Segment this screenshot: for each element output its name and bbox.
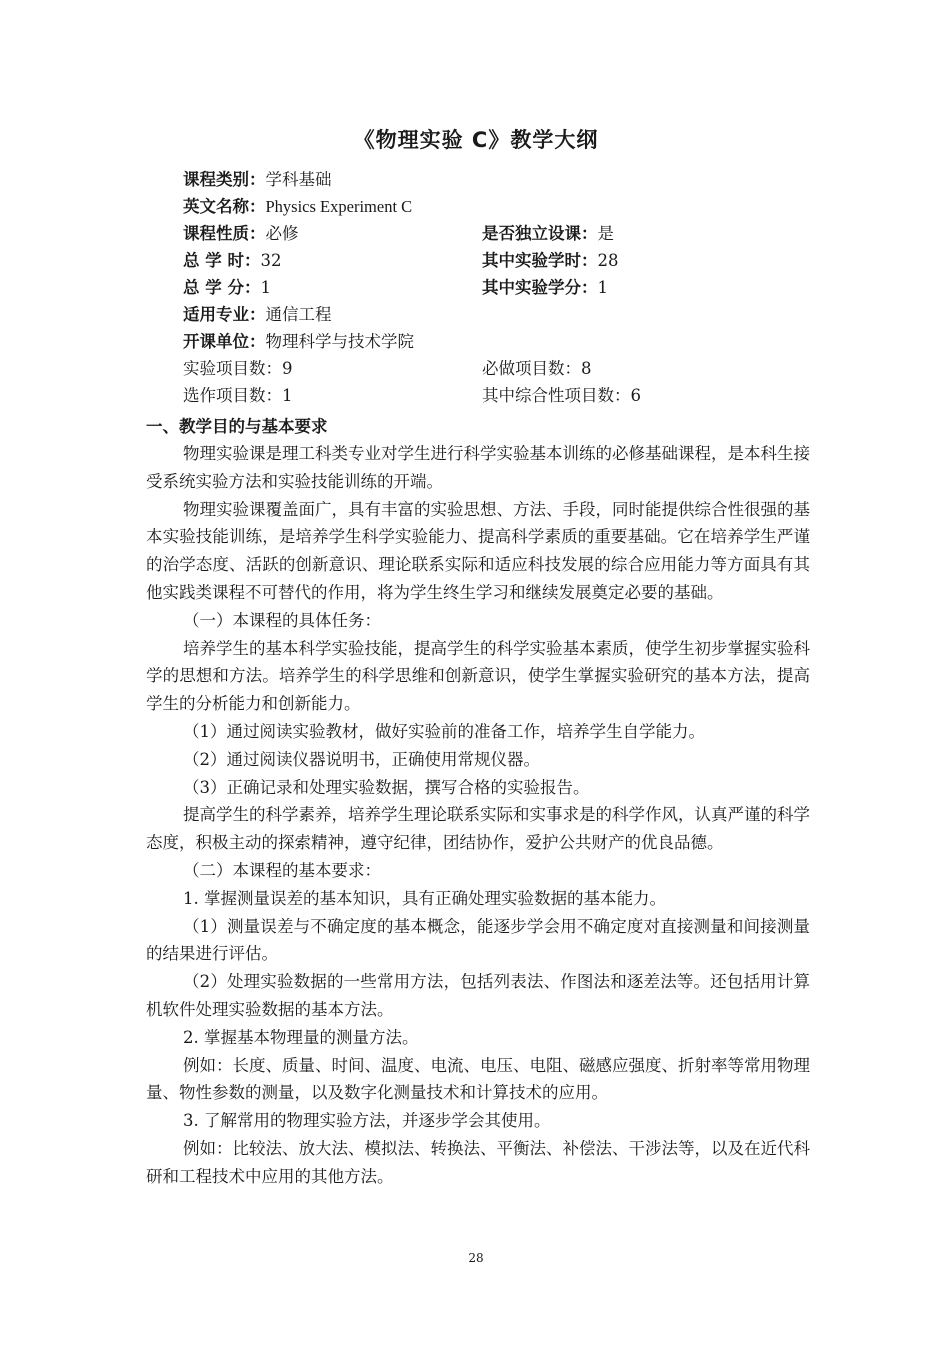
paragraph: 2. 掌握基本物理量的测量方法。	[183, 1027, 419, 1047]
paragraph: 例如：比较法、放大法、模拟法、转换法、平衡法、补偿法、干涉法等，以及在近代科研和工程技术中应用的其他方法。	[146, 1138, 810, 1186]
info-row	[183, 193, 823, 220]
document-body	[146, 413, 810, 1191]
paragraph: 提高学生的科学素养，培养学生理论联系实际和实事求是的科学作风，认真严谨的科学态度，积极主动的探索精神，遵守纪律，团结协作，爱护公共财产的优良品德。	[146, 805, 810, 853]
paragraph: 例如：长度、质量、时间、温度、电流、电压、电阻、磁感应强度、折射率等常用物理量、物性参数的测量，以及数字化测量技术和计算技术的应用。	[146, 1055, 810, 1103]
hours-value: 32	[260, 251, 282, 270]
paragraph: （2）处理实验数据的一些常用方法，包括列表法、作图法和逐差法等。还包括用计算机软件处理实验数据的基本方法。	[146, 972, 810, 1019]
info-row	[183, 328, 823, 355]
info-row	[183, 301, 823, 328]
unit-field	[183, 328, 414, 355]
english-name-value: Physics Experiment C	[265, 197, 413, 216]
info-row	[183, 382, 823, 409]
hours-label: 总 学 时：	[183, 251, 261, 270]
lab-credits-label: 其中实验学分：	[482, 278, 598, 297]
info-row	[183, 274, 823, 301]
nature-field	[183, 220, 299, 247]
lab-hours-value: 28	[597, 251, 619, 270]
unit-label: 开课单位：	[183, 332, 266, 351]
nature-value: 必修	[265, 224, 299, 243]
paragraph: （1）测量误差与不确定度的基本概念，能逐步学会用不确定度对直接测量和间接测量的结果进行评估。	[146, 916, 810, 964]
lab-credits-field	[482, 274, 608, 301]
hours-field	[183, 247, 282, 274]
major-label: 适用专业：	[183, 305, 266, 324]
paragraph: 物理实验课覆盖面广，具有丰富的实验思想、方法、手段，同时能提供综合性很强的基本实验技能训练，是培养学生科学实验能力、提高科学素质的重要基础。它在培养学生严谨的治学态度、活跃的创新意识、理论联系实际和适应科技发展的综合应用能力等方面具有其他实践类课程不可替代的作用，将为学生终生学习和继续发展奠定必要的基础。	[146, 499, 810, 602]
page-number: 28	[468, 1251, 484, 1265]
paragraph: （一）本课程的具体任务：	[183, 610, 381, 630]
info-row	[183, 220, 823, 247]
independent-field	[482, 220, 614, 247]
credits-field	[183, 274, 271, 301]
paragraph: （1）通过阅读实验教材，做好实验前的准备工作，培养学生自学能力。	[183, 721, 705, 741]
course-info	[183, 166, 823, 409]
paragraph: （2）通过阅读仪器说明书，正确使用常规仪器。	[183, 749, 540, 769]
paragraph: 1. 掌握测量误差的基本知识，具有正确处理实验数据的基本能力。	[183, 888, 666, 908]
info-row	[183, 166, 823, 193]
category-label: 课程类别：	[183, 170, 266, 189]
lab-hours-field	[482, 247, 619, 274]
info-row	[183, 247, 823, 274]
projects-required: 必做项目数：8	[482, 359, 592, 378]
independent-value: 是	[597, 224, 614, 243]
paragraph: 物理实验课是理工科类专业对学生进行科学实验基本训练的必修基础课程，是本科生接受系统实验方法和实验技能训练的开端。	[146, 444, 810, 491]
unit-value: 物理科学与技术学院	[265, 332, 414, 351]
page-title: 《物理实验 C》教学大纲	[353, 128, 599, 152]
english-name-field	[183, 193, 412, 220]
lab-credits-value: 1	[597, 278, 608, 297]
projects-comprehensive: 其中综合性项目数：6	[482, 386, 641, 405]
major-field	[183, 301, 332, 328]
category-value: 学科基础	[265, 170, 332, 189]
paragraph: 培养学生的基本科学实验技能，提高学生的科学实验基本素质，使学生初步掌握实验科学的思想和方法。培养学生的科学思维和创新意识，使学生掌握实验研究的基本方法，提高学生的分析能力和创新能力。	[146, 638, 810, 714]
category-field	[183, 166, 332, 193]
independent-label: 是否独立设课：	[482, 224, 598, 243]
paragraph: （二）本课程的基本要求：	[183, 860, 381, 880]
section-heading: 一、教学目的与基本要求	[146, 417, 328, 436]
info-row	[183, 355, 823, 382]
projects-optional: 选作项目数：1	[183, 386, 293, 405]
nature-label: 课程性质：	[183, 224, 266, 243]
projects-total: 实验项目数：9	[183, 359, 293, 378]
major-value: 通信工程	[265, 305, 332, 324]
credits-label: 总 学 分：	[183, 278, 261, 297]
credits-value: 1	[260, 278, 271, 297]
lab-hours-label: 其中实验学时：	[482, 251, 598, 270]
paragraph: （3）正确记录和处理实验数据，撰写合格的实验报告。	[183, 777, 590, 797]
english-name-label: 英文名称：	[183, 197, 266, 216]
paragraph: 3. 了解常用的物理实验方法，并逐步学会其使用。	[183, 1111, 551, 1131]
